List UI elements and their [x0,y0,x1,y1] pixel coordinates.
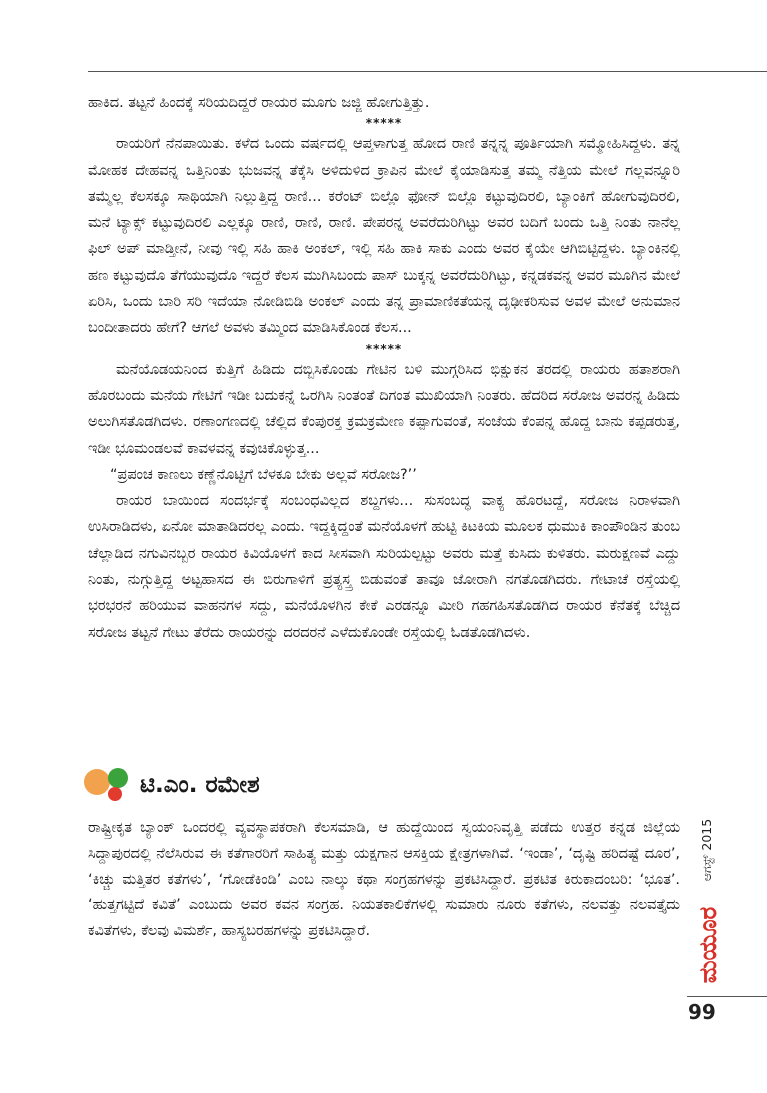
story-paragraph: ಹಾಕಿದ. ತಟ್ಟನೆ ಹಿಂದಕ್ಕೆ ಸರಿಯದಿದ್ದರೆ ರಾಯರ ಮೂಗು ಜಜ್ಜಿ ಹೋಗುತ್ತಿತ್ತು. [88,95,430,111]
section-separator: ***** [365,116,403,131]
magazine-name: ಮಯೂರ [694,906,722,984]
red-dot-icon [108,787,122,801]
story-paragraph: ಮನೆಯೊಡಯನಿಂದ ಕುತ್ತಿಗೆ ಹಿಡಿದು ದಬ್ಬಿಸಿಕೊಂಡು ಗೇಟಿನ ಬಳಿ ಮುಗ್ಗರಿಸಿದ ಭಿಕ್ಷುಕನ ತರದಲ್ಲಿ ರಾಯರು ಹತಾಶರಾಗಿ ಹೊರಬಂದು ಮನೆಯ ಗೇಟಿಗೆ ಇಡೀ ಬದುಕನ್ನೆ ಒರಗಿಸಿ ನಿಂತಂತೆ ದಿಗಂತ ಮುಖಿಯಾಗಿ ನಿಂತರು. ಹೆದರಿದ ಸರೋಜ ಅವರನ್ನ ಹಿಡಿದು ಅಲುಗಿಸತೊಡಗಿದಳು. ರಣಾಂಗಣದಲ್ಲಿ ಚೆಲ್ಲಿದ ಕೆಂಪುರಕ್ತ ಕ್ರಮಕ್ರಮೇಣ ಕಪ್ಪಾಗುವಂತೆ, ಸಂಜೆಯ ಕೆಂಪನ್ನ ಹೊದ್ದ ಬಾನು ಕಪ್ಪಡರುತ್ತ, ಇಡೀ ಭೂಮಂಡಲವೆ ಕಾವಳವನ್ನ ಕವುಚಿಕೊಳ್ಳುತ್ತ... [88,361,680,457]
author-name: ಟಿ.ಎಂ. ರಮೇಶ [140,772,260,798]
author-bio-header [84,766,684,810]
story-quote: “ಪ್ರಪಂಚ ಕಾಣಲು ಕಣ್ಣೆನೊಟ್ಟಿಗೆ ಬೆಳಕೂ ಬೇಕು ಅಲ್ಲವೆ ಸರೋಜ?’’ [110,466,417,483]
story-paragraph: ರಾಯರ ಬಾಯಿಂದ ಸಂದರ್ಭಕ್ಕೆ ಸಂಬಂಧವಿಲ್ಲದ ಶಬ್ದಗಳು... ಸುಸಂಬದ್ಧ ವಾಕ್ಯ ಹೊರಟದ್ದೆ, ಸರೋಜ ನಿರಾಳವಾಗಿ ಉಸಿರಾಡಿದಳು, ಏನೋ ಮಾತಾಡಿದರಲ್ಲ ಎಂದು. ಇದ್ದಕ್ಕಿದ್ದಂತೆ ಮನೆಯೊಳಗೆ ಹುಟ್ಟಿ ಕಿಟಕಿಯ ಮೂಲಕ ಧುಮುಕಿ ಕಾಂಪೌಂಡಿನ ತುಂಬ ಚೆಲ್ಲಾಡಿದ ನಗುವಿನಬ್ಬರ ರಾಯರ ಕಿವಿಯೊಳಗೆ ಕಾದ ಸೀಸವಾಗಿ ಸುರಿಯಲ್ಪಟ್ಟು ಅವರು ಮತ್ತೆ ಕುಸಿದು ಕುಳಿತರು. ಮರುಕ್ಷಣವೆ ಎದ್ದು ನಿಂತು, ನುಗ್ಗುತ್ತಿದ್ದ ಅಟ್ಟಹಾಸದ ಈ ಬಿರುಗಾಳಿಗೆ ಪ್ರತ್ಯಸ್ತ್ರ ಬಿಡುವಂತೆ ತಾವೂ ಜೋರಾಗಿ ನಗತೊಡಗಿದರು. ಗೇಟಾಚೆ ರಸ್ತೆಯಲ್ಲಿ ಭರಭರನೆ ಹರಿಯುವ ವಾಹನಗಳ ಸದ್ದು, ಮನೆಯೊಳಗಿನ ಕೇಕೆ ಎರಡನ್ನೂ ಮೀರಿ ಗಹಗಹಿಸತೊಡಗಿದ ರಾಯರ ಕೆನೆತಕ್ಕೆ ಬೆಚ್ಚಿದ ಸರೋಜ ತಟ್ಟನೆ ಗೇಟು ತೆರೆದು ರಾಯರನ್ನು ದರದರನೆ ಎಳೆದುಕೊಂಡೇ ರಸ್ತೆಯಲ್ಲಿ ಓಡತೊಡಗಿದಳು. [88,493,680,641]
author-bio [88,816,680,945]
story-body [88,90,680,646]
section-separator: ***** [365,341,403,356]
page-number: 99 [688,1000,716,1024]
magazine-logo [692,908,724,984]
top-rule [88,71,767,72]
green-dot-icon [108,768,128,788]
author-bio-text: ರಾಷ್ಟ್ರೀಕೃತ ಬ್ಯಾಂಕ್ ಒಂದರಲ್ಲಿ ವ್ಯವಸ್ಥಾಪಕರಾಗಿ ಕೆಲಸಮಾಡಿ, ಆ ಹುದ್ದೆಯಿಂದ ಸ್ವಯಂನಿವೃತ್ತಿ ಪಡೆದು ಉತ್ತರ ಕನ್ನಡ ಜಿಲ್ಲೆಯ ಸಿದ್ದಾಪುರದಲ್ಲಿ ನೆಲೆಸಿರುವ ಈ ಕತೆಗಾರರಿಗೆ ಸಾಹಿತ್ಯ ಮತ್ತು ಯಕ್ಷಗಾನ ಆಸಕ್ತಿಯ ಕ್ಷೇತ್ರಗಳಾಗಿವೆ. ‘ಇಂಡಾ’, ‘ದೃಷ್ಟಿ ಹರಿದಷ್ಟೆ ದೂರ’, ‘ಕಿಚ್ಚು ಮತ್ತಿತರ ಕತೆಗಳು’, ‘ಗೋಡೆಕಿಂಡಿ’ ಎಂಬ ನಾಲ್ಕು ಕಥಾ ಸಂಗ್ರಹಗಳನ್ನು ಪ್ರಕಟಿಸಿದ್ದಾರೆ. ಪ್ರಕಟಿತ ಕಿರುಕಾದಂಬರಿ: ‘ಭೂತ’. ‘ಹುತ್ತಗಟ್ಟಿದೆ ಕವಿತೆ’ ಎಂಬುದು ಅವರ ಕವನ ಸಂಗ್ರಹ. ನಿಯತಕಾಲಿಕೆಗಳಲ್ಲಿ ಸುಮಾರು ನೂರು ಕತೆಗಳು, ನಲವತ್ತು ನಲವತ್ತೈದು ಕವಿತೆಗಳು, ಕೆಲವು ವಿಮರ್ಶೆ, ಹಾಸ್ಯಬರಹಗಳನ್ನು ಪ್ರಕಟಿಸಿದ್ದಾರೆ. [88,820,680,940]
issue-date: ಆಗಸ್ಟ್ 2015 [699,818,714,882]
orange-dot-icon [84,769,110,795]
story-paragraph: ರಾಯರಿಗೆ ನೆನಪಾಯಿತು. ಕಳೆದ ಒಂದು ವರ್ಷದಲ್ಲಿ ಆಪ್ತಳಾಗುತ್ತ ಹೋದ ರಾಣಿ ತನ್ನನ್ನ ಪೂರ್ತಿಯಾಗಿ ಸಮ್ಮೋಹಿಸಿದ್ದಳು. ತನ್ನ ಮೋಹಕ ದೇಹವನ್ನ ಒತ್ತಿನಿಂತು ಭುಜವನ್ನ ತೆಕ್ಕೆಸಿ ಅಳಿದುಳಿದ ಕ್ರಾಪಿನ ಮೇಲೆ ಕೈಯಾಡಿಸುತ್ತ ತಮ್ಮ ನೆತ್ತಿಯ ಮೇಲೆ ಗಲ್ಲವನ್ನೂರಿ ತಮ್ಮೆಲ್ಲ ಕೆಲಸಕ್ಕೂ ಸಾಥಿಯಾಗಿ ನಿಲ್ಲುತ್ತಿದ್ದ ರಾಣಿ... ಕರೆಂಟ್ ಬಿಲ್ಲೊ ಫೋನ್ ಬಿಲ್ಲೊ ಕಟ್ಟುವುದಿರಲಿ, ಬ್ಯಾಂಕಿಗೆ ಹೋಗುವುದಿರಲಿ, ಮನೆ ಟ್ಯಾಕ್ಸ್ ಕಟ್ಟುವುದಿರಲಿ ಎಲ್ಲಕ್ಕೂ ರಾಣಿ, ರಾಣಿ, ರಾಣಿ. ಪೇಪರನ್ನ ಅವರೆದುರಿಗಿಟ್ಟು ಅವರ ಬದಿಗೆ ಬಂದು ಒತ್ತಿ ನಿಂತು ನಾನೆಲ್ಲ ಫಿಲ್ ಅಪ್ ಮಾಡ್ತೀನೆ, ನೀವು ಇಲ್ಲಿ ಸಹಿ ಹಾಕಿ ಅಂಕಲ್, ಇಲ್ಲಿ ಸಹಿ ಹಾಕಿ ಸಾಕು ಎಂದು ಅವರ ಕೈಯೇ ಆಗಿಬಿಟ್ಟಿದ್ದಳು. ಬ್ಯಾಂಕಿನಲ್ಲಿ ಹಣ ಕಟ್ಟುವುದೊ ತೆಗೆಯುವುದೊ ಇದ್ದರೆ ಕೆಲಸ ಮುಗಿಸಿಬಂದು ಪಾಸ್ ಬುಕ್ಕನ್ನ ಅವರೆದುರಿಗಿಟ್ಟು, ಕನ್ನಡಕವನ್ನ ಅವರ ಮೂಗಿನ ಮೇಲೆ ಏರಿಸಿ, ಒಂದು ಬಾರಿ ಸರಿ ಇದೆಯಾ ನೋಡಿಬಿಡಿ ಅಂಕಲ್ ಎಂದು ತನ್ನ ಪ್ರಾಮಾಣಿಕತೆಯನ್ನ ದೃಢೀಕರಿಸುವ ಅವಳ ಮೇಲೆ ಅನುಮಾನ ಬಂದೀತಾದರು ಹೇಗೆ? ಆಗಲೆ ಅವಳು ತಮ್ಮಿಂದ ಮಾಡಿಸಿಕೊಂಡ ಕೆಲಸ... [88,136,680,337]
footer-rule [687,996,767,997]
issue-date-vertical [694,800,720,910]
